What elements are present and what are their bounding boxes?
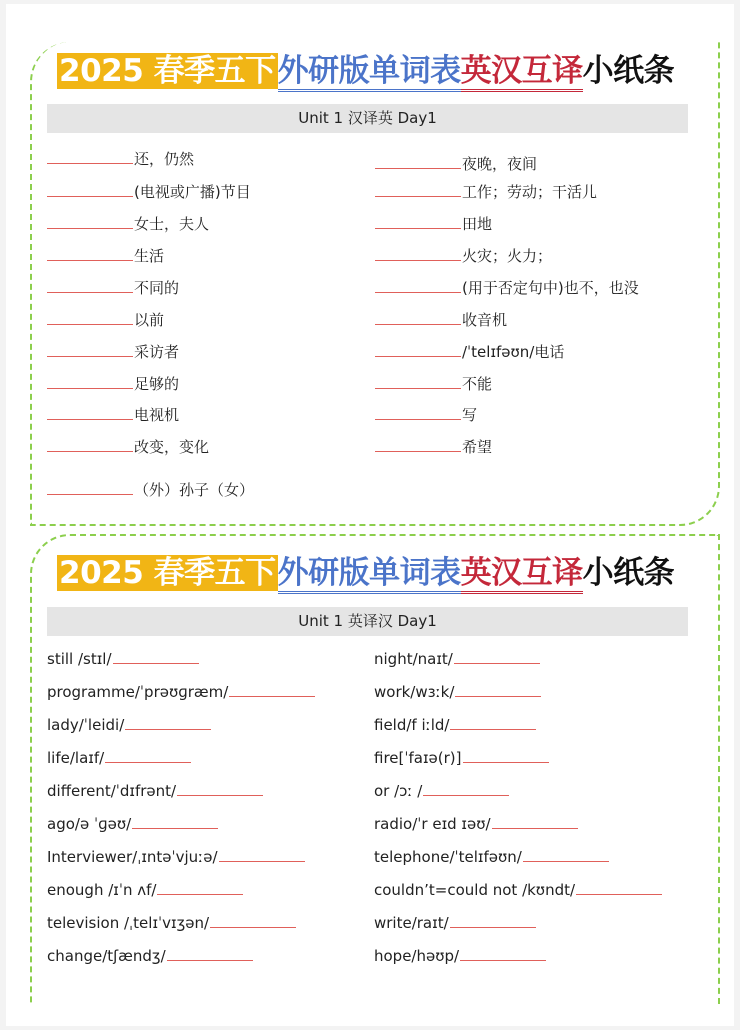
card1-right-item	[375, 373, 492, 395]
vocab-text: 工作；劳动；干活儿	[462, 183, 598, 201]
vocab-text: 收音机	[462, 311, 508, 329]
vocab-text: 以前	[134, 311, 165, 329]
card2-left-item	[47, 945, 253, 967]
answer-blank[interactable]	[47, 480, 133, 495]
answer-blank[interactable]	[157, 880, 243, 895]
card1-extra-item	[47, 479, 254, 501]
vocab-text: or /ɔː /	[374, 782, 423, 800]
answer-blank[interactable]	[375, 437, 461, 452]
answer-blank[interactable]	[47, 182, 133, 197]
vocab-text: 生活	[134, 247, 165, 265]
card2-subheader: Unit 1 英译汉 Day1	[47, 607, 688, 636]
answer-blank[interactable]	[375, 154, 461, 169]
answer-blank[interactable]	[492, 814, 578, 829]
card2-left-item	[47, 681, 315, 703]
answer-blank[interactable]	[167, 946, 253, 961]
card2-right-item	[374, 714, 536, 736]
answer-blank[interactable]	[375, 278, 461, 293]
answer-blank[interactable]	[375, 246, 461, 261]
answer-blank[interactable]	[523, 847, 609, 862]
card2-right-item	[374, 681, 541, 703]
answer-blank[interactable]	[375, 214, 461, 229]
card1-left-item	[47, 341, 179, 363]
card2-right-item	[374, 879, 662, 901]
vocab-text: （外）孙子（女）	[134, 481, 255, 499]
answer-blank[interactable]	[454, 649, 540, 664]
answer-blank[interactable]	[450, 715, 536, 730]
vocab-text: work/wɜːk/	[374, 683, 455, 701]
card1-right-item	[375, 181, 597, 203]
vocab-text: /ˈtelɪfəʊn/电话	[462, 343, 565, 361]
card1-right-item	[375, 341, 564, 363]
card1-right-item	[375, 436, 492, 458]
vocab-text: 希望	[462, 438, 493, 456]
answer-blank[interactable]	[47, 149, 133, 164]
card2-right-item	[374, 912, 536, 934]
vocab-text: (电视或广播)节目	[134, 183, 251, 201]
vocab-text: night/naɪt/	[374, 650, 453, 668]
vocab-text: 写	[462, 406, 478, 424]
answer-blank[interactable]	[375, 182, 461, 197]
card1-left-item	[47, 148, 194, 170]
answer-blank[interactable]	[450, 913, 536, 928]
answer-blank[interactable]	[375, 342, 461, 357]
card1-subheader: Unit 1 汉译英 Day1	[47, 104, 688, 133]
answer-blank[interactable]	[132, 814, 218, 829]
card2-right-item	[374, 846, 609, 868]
answer-blank[interactable]	[455, 682, 541, 697]
vocab-text: telephone/ˈtelɪfəʊn/	[374, 848, 522, 866]
answer-blank[interactable]	[47, 405, 133, 420]
answer-blank[interactable]	[47, 374, 133, 389]
card2-left-item	[47, 813, 218, 835]
vocab-text: 足够的	[134, 375, 180, 393]
card2-right-item	[374, 813, 578, 835]
vocab-text: life/laɪf/	[47, 749, 105, 767]
vocab-text: (用于否定句中)也不，也没	[462, 279, 639, 297]
card1-left-item	[47, 181, 251, 203]
card1-right-item	[375, 245, 552, 267]
vocab-text: write/raɪt/	[374, 914, 449, 932]
answer-blank[interactable]	[423, 781, 509, 796]
answer-blank[interactable]	[219, 847, 305, 862]
vocab-text: 还，仍然	[134, 150, 195, 168]
answer-blank[interactable]	[47, 310, 133, 325]
card1-left-item	[47, 404, 179, 426]
vocab-text: still /stɪl/	[47, 650, 112, 668]
answer-blank[interactable]	[375, 405, 461, 420]
vocab-text: Interviewer/ˌɪntəˈvjuːə/	[47, 848, 218, 866]
answer-blank[interactable]	[460, 946, 546, 961]
card1-right-item	[375, 153, 537, 175]
vocab-text: enough /ɪˈn ʌf/	[47, 881, 157, 899]
answer-blank[interactable]	[47, 278, 133, 293]
vocab-text: programme/ˈprəʊɡræm/	[47, 683, 229, 701]
card1-left-item	[47, 373, 179, 395]
card1-title: 2025 春季五下外研版单词表英汉互译小纸条	[57, 44, 674, 98]
vocab-text: fire[ˈfaɪə(r)]	[374, 749, 462, 767]
card2-left-item	[47, 747, 191, 769]
card2-left-item	[47, 714, 211, 736]
vocab-text: lady/ˈleidi/	[47, 716, 125, 734]
answer-blank[interactable]	[47, 342, 133, 357]
answer-blank[interactable]	[177, 781, 263, 796]
card2-left-item	[47, 879, 243, 901]
vocab-text: field/f iːld/	[374, 716, 450, 734]
vocab-text: 不能	[462, 375, 493, 393]
vocab-text: couldn’t=could not /kʊndt/	[374, 881, 576, 899]
answer-blank[interactable]	[105, 748, 191, 763]
answer-blank[interactable]	[47, 437, 133, 452]
vocab-text: 田地	[462, 215, 493, 233]
vocab-text: television /ˌtelɪˈvɪʒən/	[47, 914, 210, 932]
answer-blank[interactable]	[229, 682, 315, 697]
answer-blank[interactable]	[463, 748, 549, 763]
card1-right-item	[375, 404, 477, 426]
answer-blank[interactable]	[375, 310, 461, 325]
answer-blank[interactable]	[210, 913, 296, 928]
vocab-text: 女士，夫人	[134, 215, 210, 233]
vocab-text: hope/həʊp/	[374, 947, 460, 965]
card2-left-item	[47, 846, 305, 868]
vocab-text: 电视机	[134, 406, 180, 424]
vocab-text: 夜晚，夜间	[462, 155, 538, 173]
answer-blank[interactable]	[125, 715, 211, 730]
vocab-text: change/tʃændʒ/	[47, 947, 166, 965]
answer-blank[interactable]	[113, 649, 199, 664]
card2-left-item	[47, 912, 296, 934]
card1-left-item	[47, 309, 164, 331]
vocab-text: different/ˈdɪfrənt/	[47, 782, 177, 800]
card1-right-item	[375, 213, 492, 235]
card2-right-item	[374, 945, 546, 967]
answer-blank[interactable]	[47, 214, 133, 229]
vocab-text: 不同的	[134, 279, 180, 297]
vocab-text: 火灾；火力；	[462, 247, 553, 265]
card1-right-item	[375, 277, 639, 299]
vocab-text: 改变，变化	[134, 438, 210, 456]
card1-left-item	[47, 436, 209, 458]
vocab-text: ago/ə ˈɡəʊ/	[47, 815, 132, 833]
card1-left-item	[47, 213, 209, 235]
card2-right-item	[374, 747, 549, 769]
vocab-text: 采访者	[134, 343, 180, 361]
answer-blank[interactable]	[47, 246, 133, 261]
card1-left-item	[47, 277, 179, 299]
card2-title: 2025 春季五下外研版单词表英汉互译小纸条	[57, 546, 674, 600]
card2-left-item	[47, 780, 263, 802]
card2-left-item	[47, 648, 199, 670]
answer-blank[interactable]	[375, 374, 461, 389]
card2-right-item	[374, 780, 509, 802]
card2-right-item	[374, 648, 540, 670]
vocab-text: radio/ˈr eɪd ɪəʊ/	[374, 815, 491, 833]
answer-blank[interactable]	[576, 880, 662, 895]
card1-right-item	[375, 309, 507, 331]
card1-left-item	[47, 245, 164, 267]
